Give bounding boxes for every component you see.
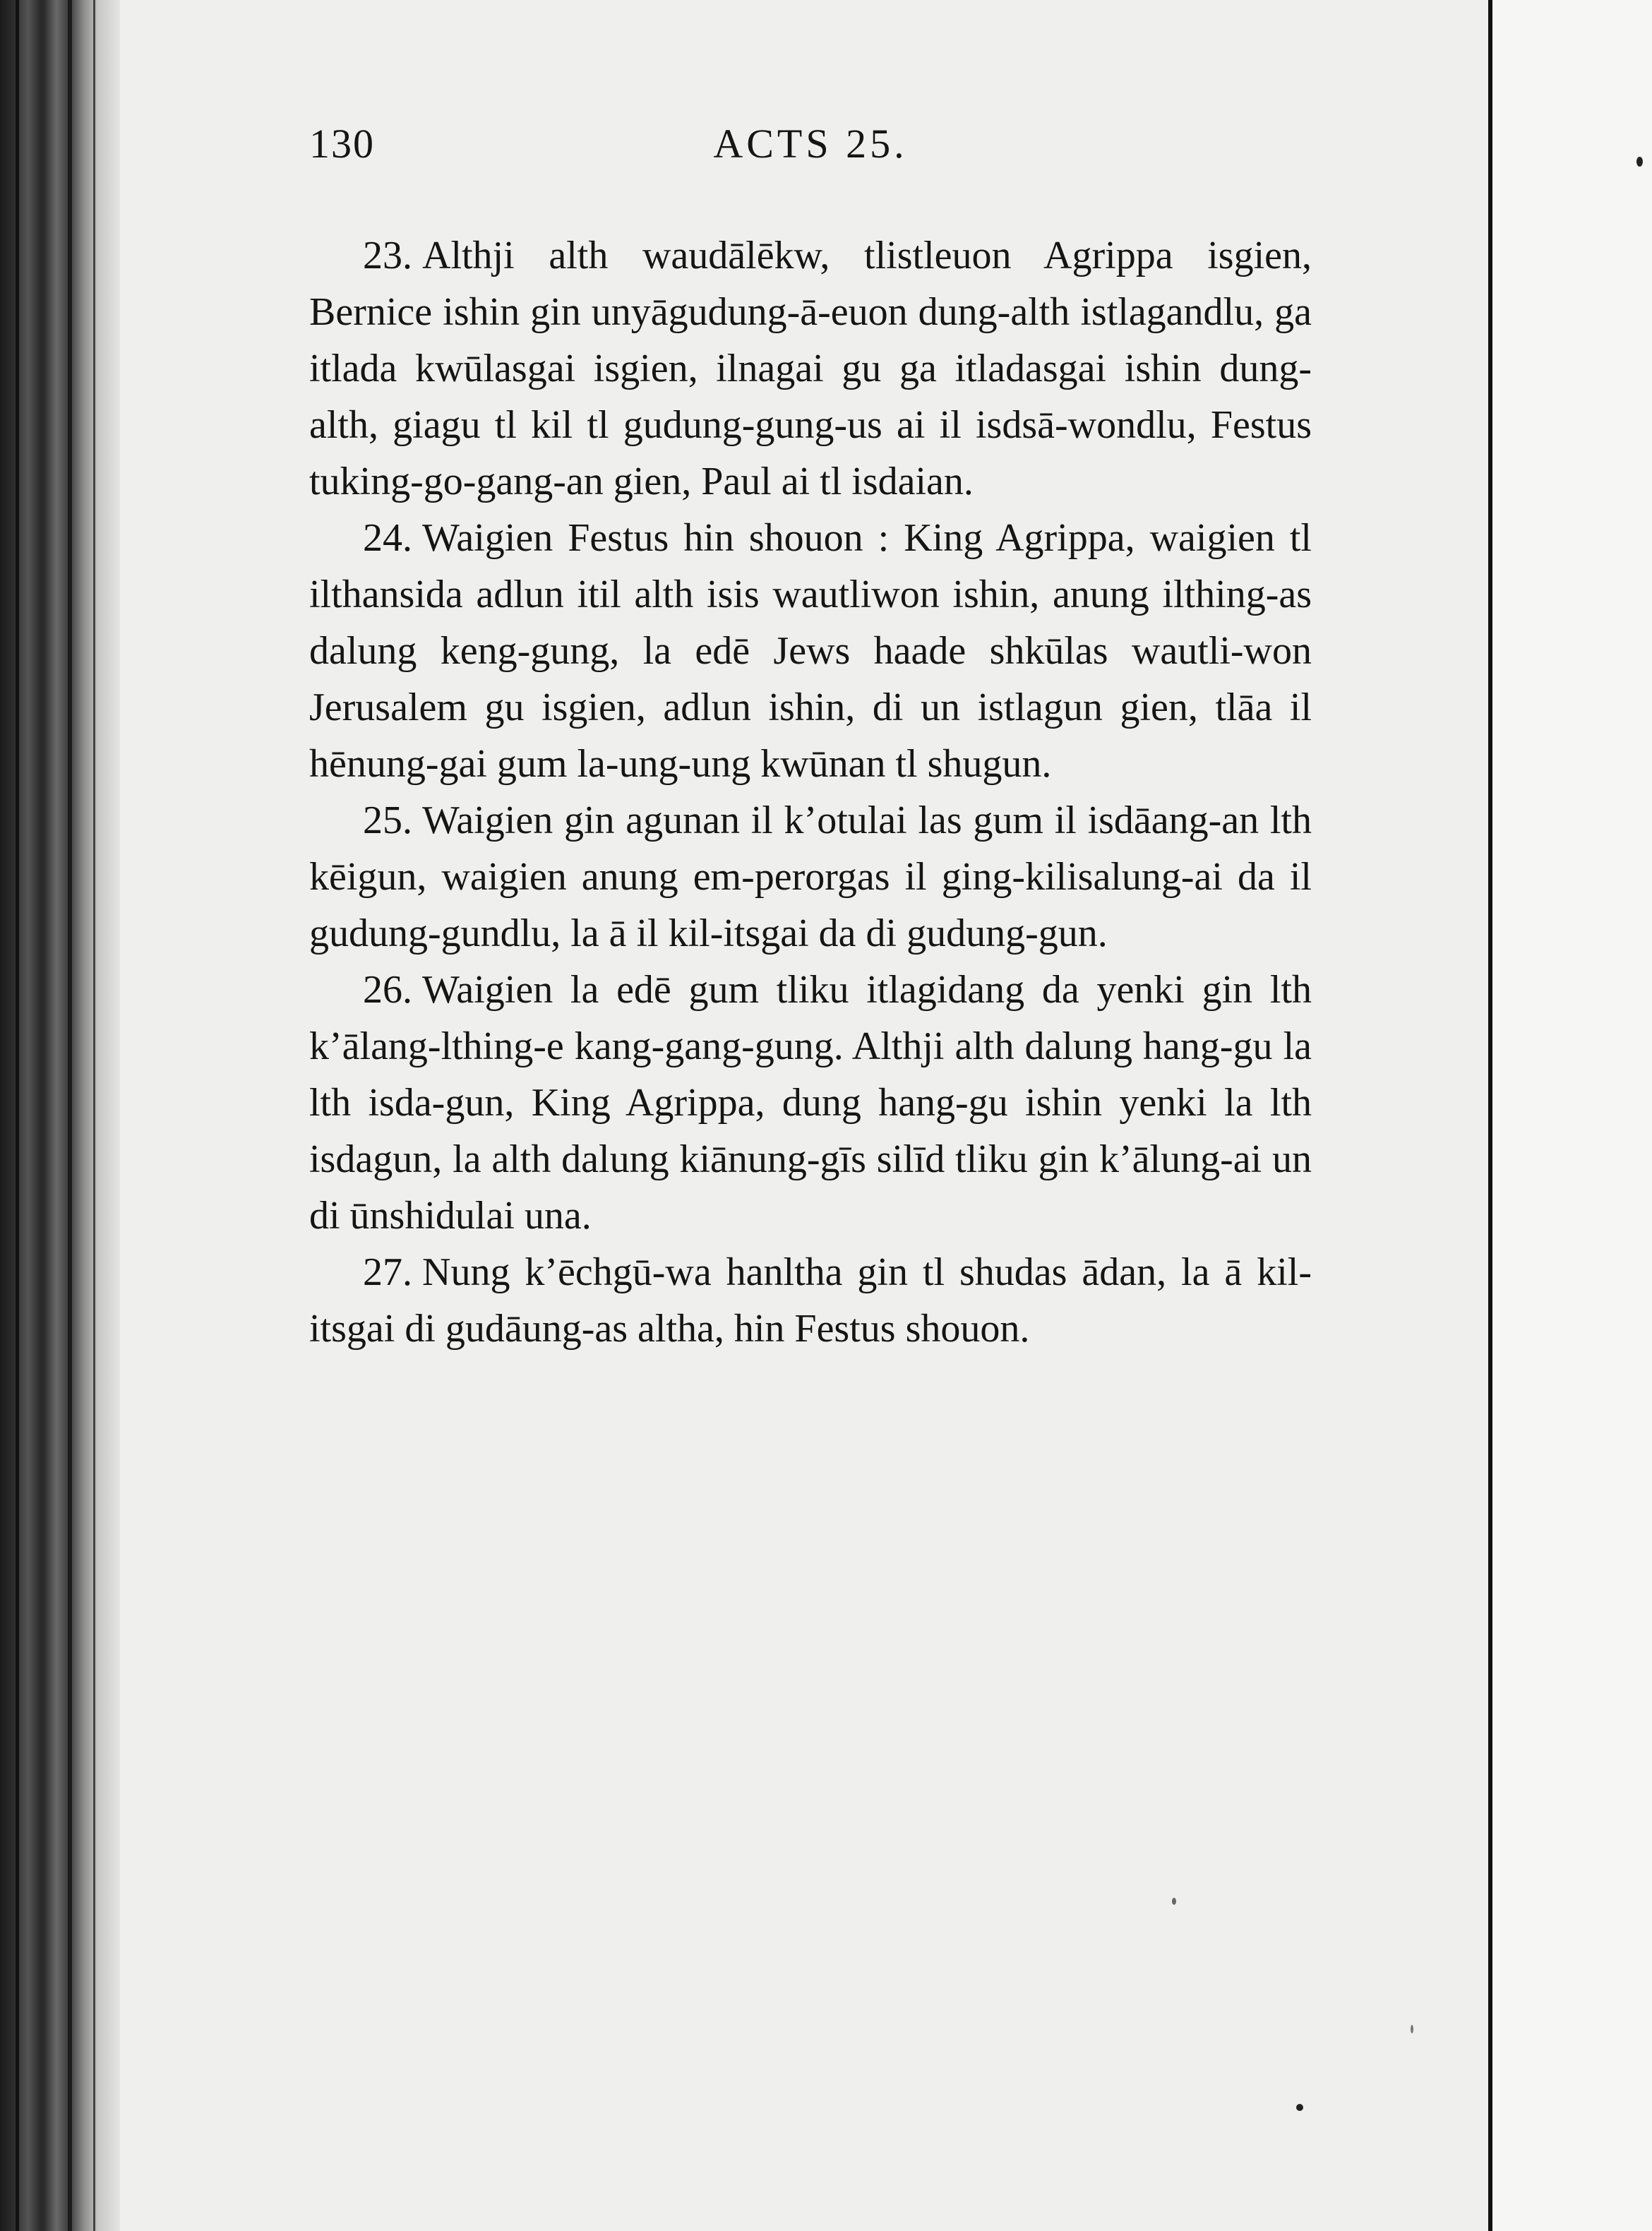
verse-number: 25. — [363, 799, 412, 842]
running-head — [309, 120, 1312, 184]
verse-text: Waigien Festus hin shouon : King Agrippa, waigien tl ilthansida adlun itil alth isis wautliwon ishin, anung ilthing-as dalung keng-gung, la edē Jews haade shkūlas wautli-won Jerusalem gu isgien, adlun ishin, di un istlagun gien, tlāa il hēnung-gai gum la-ung-ung kwūnan tl shugun. — [309, 516, 1312, 786]
spine-line — [93, 0, 95, 2231]
verse-text: Althji alth waudālēkw, tlistleuon Agrippa isgien, Bernice ishin gin unyāgudung-ā-euon dung-alth istlagandlu, ga itlada kwūlasgai isgien, ilnagai gu ga itladasgai ishin dung-alth, giagu tl kil tl gudung-gung-us ai il isdsā-wondlu, Festus tuking-go-gang-an gien, Paul ai tl isdaian. — [309, 234, 1312, 503]
verse-text: Waigien la edē gum tliku itlagidang da yenki gin lth k’ālang-lthing-e kang-gang-gung. Althji alth dalung hang-gu la lth isda-gun, King Agrippa, dung hang-gu ishin yenki la lth isdagun, la alth dalung kiānung-gīs silīd tliku gin k’ālung-ai un di ūnshidulai una. — [309, 968, 1312, 1238]
spine-line — [68, 0, 72, 2231]
spine-line — [16, 0, 19, 2231]
verse-number: 27. — [363, 1250, 412, 1294]
verse-23 — [309, 227, 1312, 510]
scan-speck — [1636, 157, 1643, 167]
verse-number: 23. — [363, 234, 412, 277]
verse-list — [309, 227, 1312, 1357]
scan-speck — [1411, 2025, 1413, 2033]
scan-speck — [1172, 1898, 1176, 1905]
verse-number: 24. — [363, 516, 412, 560]
verse-25 — [309, 792, 1312, 962]
verse-text: Nung k’ēchgū-wa hanltha gin tl shudas ādan, la ā kil-itsgai di gudāung-as altha, hin Festus shouon. — [309, 1250, 1312, 1351]
facing-page-margin — [1492, 0, 1652, 2231]
verse-26 — [309, 962, 1312, 1244]
verse-number: 26. — [363, 968, 412, 1012]
verse-27 — [309, 1244, 1312, 1357]
scan-speck — [1296, 2104, 1303, 2111]
verse-text: Waigien gin agunan il k’otulai las gum il isdāang-an lth kēigun, waigien anung em-perorgas il ging-kilisalung-ai da il gudung-gundlu, la ā il kil-itsgai da di gudung-gun. — [309, 799, 1312, 955]
running-head-title: ACTS 25. — [713, 121, 908, 167]
spine-line — [41, 0, 44, 2231]
verse-24 — [309, 510, 1312, 792]
page-number: 130 — [309, 121, 375, 167]
page-text-block — [309, 120, 1312, 1357]
